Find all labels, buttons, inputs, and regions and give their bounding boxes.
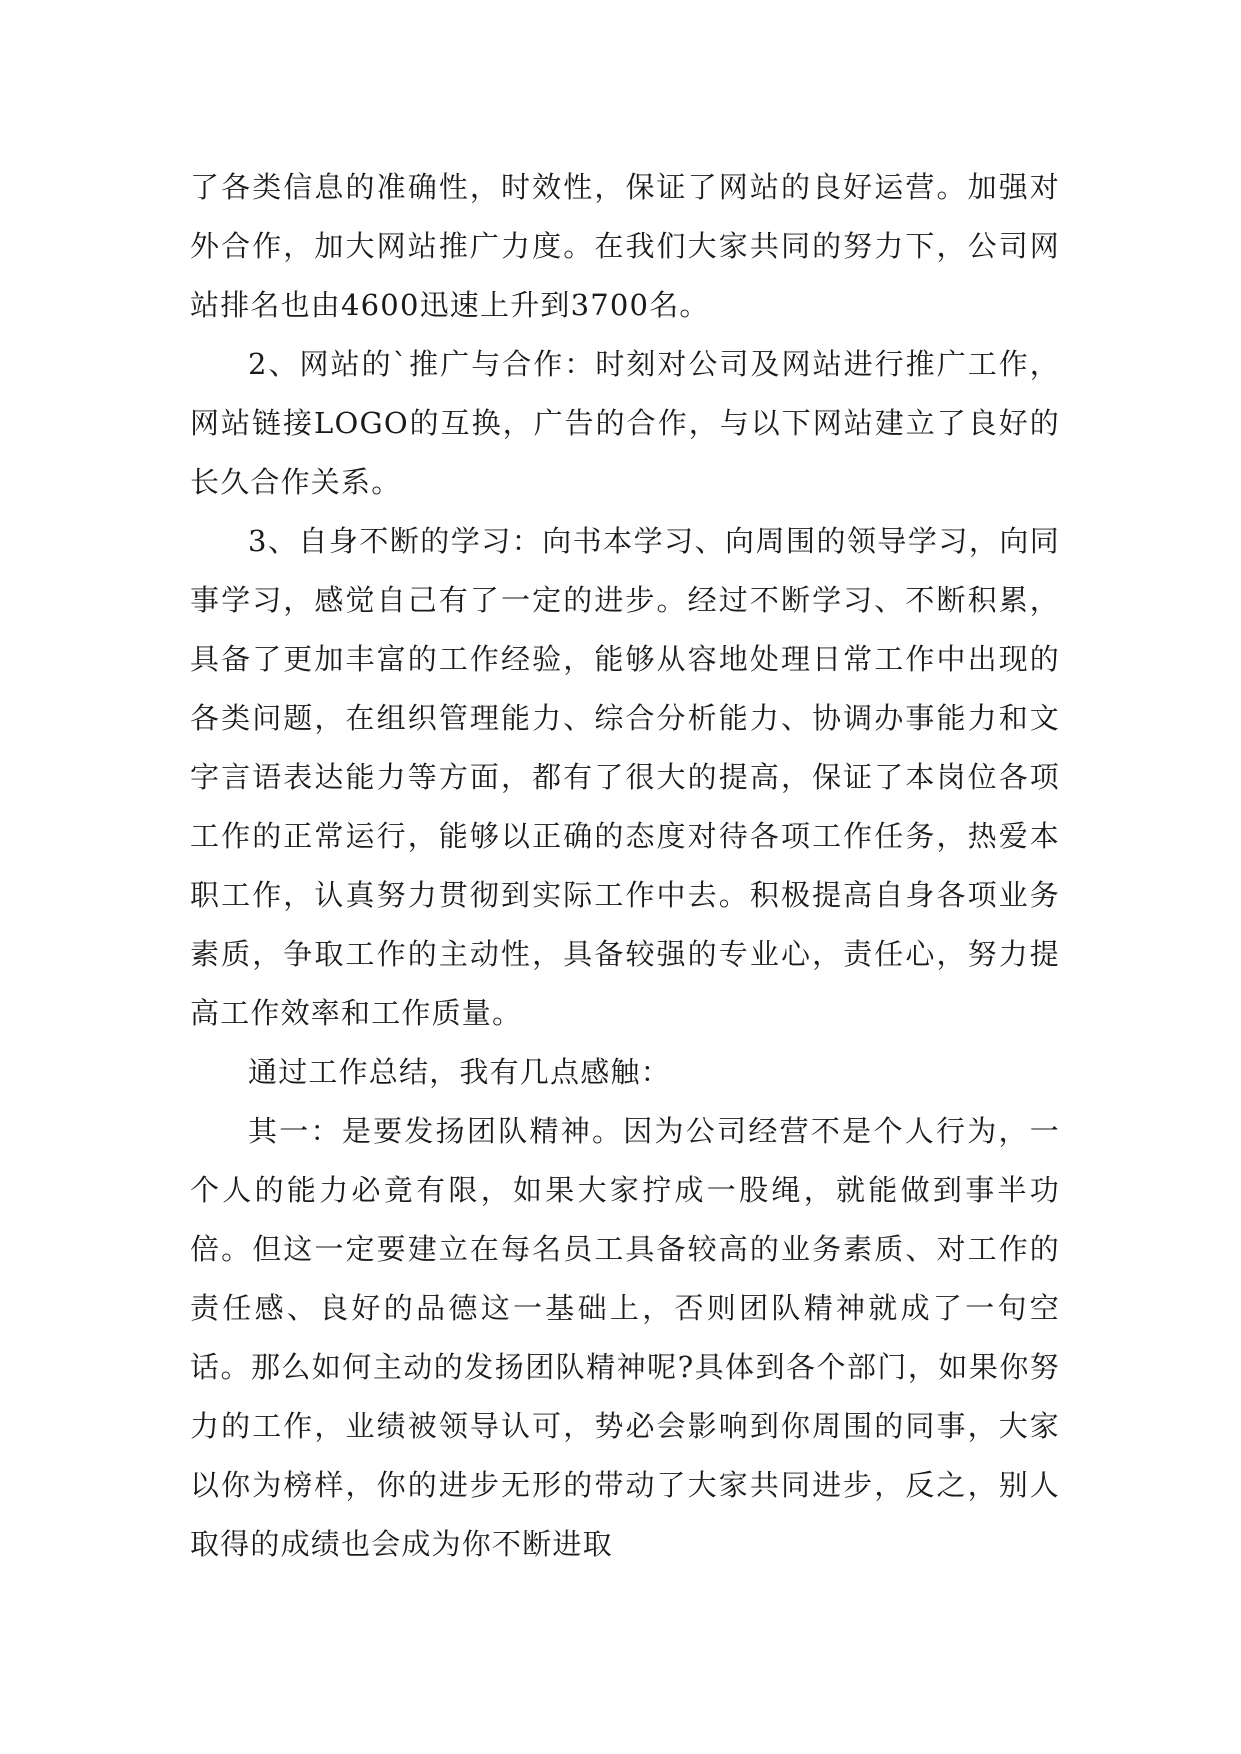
paragraph-team-spirit: 其一：是要发扬团队精神。因为公司经营不是个人行为，一个人的能力必竟有限，如果大家拧成一股绳，就能做到事半功倍。但这一定要建立在每名员工具备较高的业务素质、对工作的责任感、良好的品德这一基础上，否则团队精神就成了一句空话。那么如何主动的发扬团队精神呢?具体到各个部门，如果你努力的工作，业绩被领导认可，势必会影响到你周围的同事，大家以你为榜样，你的进步无形的带动了大家共同进步，反之，别人取得的成绩也会成为你不断进取 [190,1114,1060,1561]
paragraph-self-learning: 3、自身不断的学习：向书本学习、向周围的领导学习，向同事学习，感觉自己有了一定的进步。经过不断学习、不断积累，具备了更加丰富的工作经验，能够从容地处理日常工作中出现的各类问题，在组织管理能力、综合分析能力、协调办事能力和文字言语表达能力等方面，都有了很大的提高，保证了本岗位各项工作的正常运行，能够以正确的态度对待各项工作任务，热爱本职工作，认真努力贯彻到实际工作中去。积极提高自身各项业务素质，争取工作的主动性，具备较强的专业心，责任心，努力提高工作效率和工作质量。 [190,524,1060,1030]
document-body [190,158,1060,1574]
paragraph-reflections-intro: 通过工作总结，我有几点感触： [248,1055,671,1089]
paragraph-continuation: 了各类信息的准确性，时效性，保证了网站的良好运营。加强对外合作，加大网站推广力度。在我们大家共同的努力下，公司网站排名也由4600迅速上升到3700名。 [190,170,1060,322]
paragraph-website-promotion: 2、网站的`推广与合作：时刻对公司及网站进行推广工作，网站链接LOGO的互换，广告的合作，与以下网站建立了良好的长久合作关系。 [190,347,1060,499]
